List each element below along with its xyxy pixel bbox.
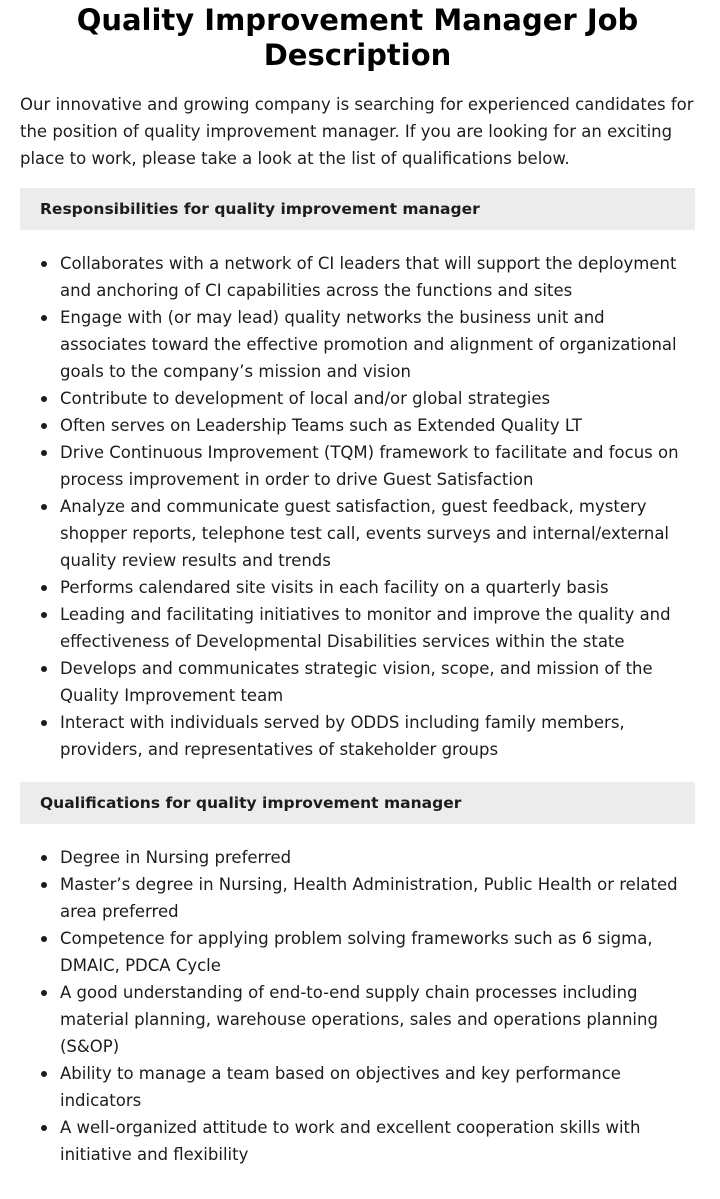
- list-item: Collaborates with a network of CI leaders that will support the deployment and anchoring of CI capabilities across the functions and sites: [60, 250, 695, 304]
- list-item: Competence for applying problem solving frameworks such as 6 sigma, DMAIC, PDCA Cycle: [60, 925, 695, 979]
- list-item: Master’s degree in Nursing, Health Administration, Public Health or related area preferred: [60, 871, 695, 925]
- list-item: Contribute to development of local and/or global strategies: [60, 385, 695, 412]
- qualifications-list: [20, 844, 695, 1168]
- responsibilities-list: [20, 250, 695, 763]
- responsibilities-heading: Responsibilities for quality improvement manager: [20, 188, 695, 230]
- list-item: Often serves on Leadership Teams such as Extended Quality LT: [60, 412, 695, 439]
- list-item: Leading and facilitating initiatives to monitor and improve the quality and effectiveness of Developmental Disabilities services within the state: [60, 601, 695, 655]
- list-item: Develops and communicates strategic vision, scope, and mission of the Quality Improvement team: [60, 655, 695, 709]
- list-item: Drive Continuous Improvement (TQM) framework to facilitate and focus on process improvement in order to drive Guest Satisfaction: [60, 439, 695, 493]
- list-item: Ability to manage a team based on objectives and key performance indicators: [60, 1060, 695, 1114]
- list-item: Analyze and communicate guest satisfaction, guest feedback, mystery shopper reports, telephone test call, events surveys and internal/external quality review results and trends: [60, 493, 695, 574]
- list-item: A good understanding of end-to-end supply chain processes including material planning, warehouse operations, sales and operations planning (S&OP): [60, 979, 695, 1060]
- page-title: Quality Improvement Manager Job Description: [76, 3, 639, 72]
- list-item: A well-organized attitude to work and excellent cooperation skills with initiative and flexibility: [60, 1114, 695, 1168]
- list-item: Performs calendared site visits in each facility on a quarterly basis: [60, 574, 695, 601]
- list-item: Engage with (or may lead) quality networks the business unit and associates toward the effective promotion and alignment of organizational goals to the company’s mission and vision: [60, 304, 695, 385]
- qualifications-heading: Qualifications for quality improvement manager: [20, 782, 695, 824]
- list-item: Degree in Nursing preferred: [60, 844, 695, 871]
- list-item: Interact with individuals served by ODDS including family members, providers, and representatives of stakeholder groups: [60, 709, 695, 763]
- intro-paragraph: Our innovative and growing company is searching for experienced candidates for the position of quality improvement manager. If you are looking for an exciting place to work, please take a look at the list of qualifications below.: [20, 95, 694, 168]
